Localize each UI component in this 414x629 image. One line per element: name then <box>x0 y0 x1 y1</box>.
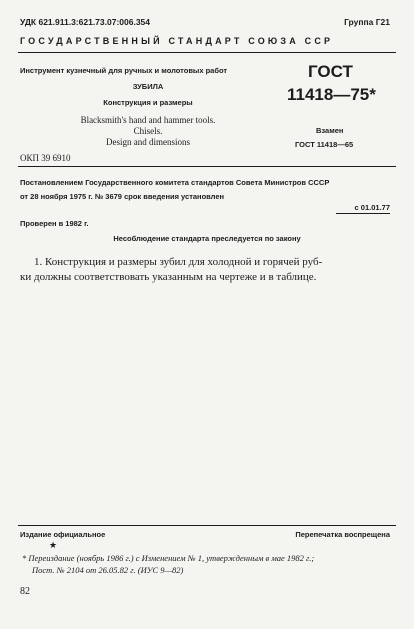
checked-year: Проверен в 1982 г. <box>20 219 89 228</box>
reissue-note-line1: * Переиздание (ноябрь 1986 г.) с Изменением № 1, утвержденным в мае 1982 г.; <box>22 553 315 563</box>
reissue-note-line2: Пост. № 2104 от 26.05.82 г. (ИУС 9—82) <box>32 565 184 575</box>
standard-heading: ГОСУДАРСТВЕННЫЙ СТАНДАРТ СОЮЗА ССР <box>20 36 334 46</box>
replaces-value: ГОСТ 11418—65 <box>295 140 354 149</box>
footer-divider <box>18 525 396 526</box>
title-ru-line1: Инструмент кузнечный для ручных и молотовых работ <box>20 66 228 75</box>
body-paragraph-line1: 1. Конструкция и размеры зубил для холодной и горячей руб- <box>34 256 323 268</box>
page-number: 82 <box>20 586 30 597</box>
title-en-line2: Chisels. <box>133 126 163 136</box>
star-icon: ★ <box>49 540 58 550</box>
gost-label: ГОСТ <box>308 62 353 81</box>
date-underline <box>336 213 390 214</box>
title-ru-line2: ЗУБИЛА <box>132 82 164 91</box>
udk-code: УДК 621.911.3:621.73.07:006.354 <box>20 17 151 27</box>
title-ru-line3: Конструкция и размеры <box>103 98 193 107</box>
replaces-label: Взамен <box>316 126 344 135</box>
official-edition: Издание официальное <box>20 530 106 539</box>
group-code: Группа Г21 <box>344 17 390 27</box>
header-divider <box>18 52 396 53</box>
gost-number: 11418—75* <box>287 85 376 104</box>
okp-divider <box>18 166 396 167</box>
title-en-line3: Design and dimensions <box>106 137 190 147</box>
okp-code: ОКП 39 6910 <box>20 153 71 163</box>
title-en-line1: Blacksmith's hand and hammer tools. <box>80 115 216 125</box>
reprint-prohibited: Перепечатка воспрещена <box>295 530 390 539</box>
decree-line1: Постановлением Государственного комитета стандартов Совета Министров СССР <box>20 178 330 187</box>
legal-warning: Несоблюдение стандарта преследуется по закону <box>113 234 301 243</box>
effective-date: с 01.01.77 <box>354 203 390 212</box>
decree-line2: от 28 ноября 1975 г. № 3679 срок введения установлен <box>20 192 225 201</box>
body-paragraph-line2: ки должны соответствовать указанным на чертеже и в таблице. <box>20 271 317 283</box>
